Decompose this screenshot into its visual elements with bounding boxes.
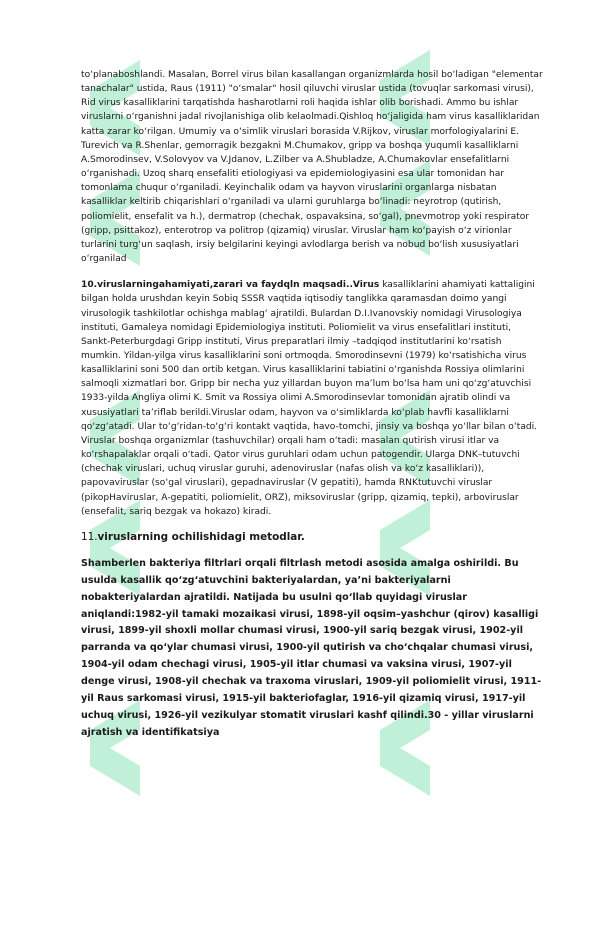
paragraph-virus-history: to‘planaboshlandi. Masalan, Borrel virus bilan kasallangan organizmlarda hosil bo‘ladigan "elementar tanachalar" ustida, Raus (1911) "o‘smalar" hosil qiluvchi viruslar ustida (tovuqlar sarkomasi virusi), Rid virus kasalliklarini tarqatishda hasharotlarni roli haqida ishlar olib borishadi. Ammo bu ishlar viruslarni o‘rganishni jadal rivojlanishiga olib kelaolmadi.Qishloq ho‘jaligida ham virus kasalliklaridan katta zarar ko‘rilgan. Umumiy va o‘simlik viruslari borasida V.Rijkov, viruslar morfologiyalarini E. Turevich va R.Shenlar, gemorragik bezgakni M.Chumakov, gripp va boshqa yuqumli kasalliklarni A.Smorodinsev, V.Solovyov va V.Jdanov, L.Zilber va A.Shubladze, A.Chumakovlar ensefalitlarni o‘rganishadi. Uzoq sharq ensefaliti etiologiyasi va epidemiologiyasini esa ular tomonidan har tomonlama chuqur o‘rganiladi. Keyinchalik odam va hayvon viruslarini organlarga nisbatan kasalliklar keltirib chiqarishlari o‘rganiladi va ularni guruhlarga bo‘linadi: neyrotrop (qutirish, poliomielit, ensefalit va h.), dermatrop (chechak, ospavaksina, so‘gal), pnevmotrop yoki respirator (gripp, psittakoz), enterotrop va politrop (qizamiq) viruslar. Viruslar ham ko‘payish o‘z virionlar turlarini turg‘un saqlash, irsiy belgilarini keyingi avlodlarga berish va nobud bo‘lish xususiyatlari o‘rganilad <box>81 70 543 265</box>
section-10-heading: 10.viruslarningahamiyati,zarari va faydqln maqsadi..Virus <box>81 280 380 291</box>
section-11-title: viruslarning ochilishidagi metodlar. <box>97 530 305 543</box>
section-11-number: 11. <box>81 530 98 543</box>
document-page <box>81 68 543 742</box>
section-10-text: kasalliklarini ahamiyati kattaligini bilgan holda urushdan keyin Sobiq SSSR vaqtida iqtisodiy tanglikka qaramasdan doimo yangi virusologik tashkilotlar ochishga mablag‘ ajratildi. Bulardan D.I.Ivanovskiy nomidagi Virusologiya instituti, Gamaleya nomidagi Epidemiologiya instituti. Poliomielit va virus ensefalitlari instituti, Sankt-Peterburgdagi Gripp instituti, Virus preparatlari ilmiy –tadqiqod institutlarini ko‘rsatish mumkin. Yildan-yilga virus kasalliklarini soni ortmoqda. Smorodinsevni (1979) ko‘rsatishicha virus kasalliklarini soni 500 dan ortib ketgan. Virus kasalliklarini tabiatini o‘rganishda Rossiya olimlarini salmoqli xizmatlari bor. Gripp bir necha yuz yillardan buyon ma’lum bo‘lsa ham uni qo‘zg‘atuvchisi 1933-yilda Angliya olimi K. Smit va Rossiya olimi A.Smorodinsevlar tomonidan ajratib olindi va xususiyatlari ta’riflab berildi.Viruslar odam, hayvon va o‘simliklarda ko‘plab havfli kasalliklarni qo‘zg‘atadi. Ular to‘g‘ridan-to‘g‘ri kontakt vaqtida, havo-tomchi, jinsiy va boshqa yo‘llar bilan o‘tadi. Viruslar boshqa organizmlar (tashuvchilar) orqali ham o‘tadi: masalan qutirish virusi itlar va ko‘rshapalaklar orqali o‘tadi. Qator virus guruhlari odam uchun patogendir. Ularga DNK–tutuvchi (chechak viruslari, uchuq viruslar guruhi, adenoviruslar (nafas olish va ko‘z kasalliklari)), papovaviruslar (so‘gal viruslari), gepadnaviruslar (V gepatiti), hamda RNKtutuvchi viruslar (pikopHaviruslar, A-gepatiti, poliomielit, ORZ), miksoviruslar (gripp, qizamiq, tepki), arboviruslar (ensefalit, sariq bezgak va hokazo) kiradi. <box>81 280 538 517</box>
paragraph-discovery-methods: Shamberlen bakteriya filtrlari orqali filtrlash metodi asosida amalga oshirildi. Bu usulda kasallik qo‘zg‘atuvchini bakteriyalardan, ya’ni bakteriyalarni nobakteriyalardan ajratildi. Natijada bu usulni qo‘llab quyidagi viruslar aniqlandi:1982-yil tamaki mozaikasi virusi, 1898-yil oqsim–yashchur (qirov) kasalligi virusi, 1899-yil shoxli mollar chumasi virusi, 1900-yil sariq bezgak virusi, 1902-yil parranda va qo‘ylar chumasi virusi, 1900-yil qutirish va cho‘chqalar chumasi virusi, 1904-yil odam chechagi virusi, 1905-yil itlar chumasi va vaksina virusi, 1907-yil denge virusi, 1908-yil chechak va traxoma viruslari, 1909-yil poliomielit virusi, 1911-yil Raus sarkomasi virusi, 1915-yil bakteriofaglar, 1916-yil qizamiq virusi, 1917-yil uchuq virusi, 1926-yil vezikulyar stomatit viruslari kashf qilindi.30 - yillar viruslarni ajratish va identifikatsiya <box>81 557 542 738</box>
paragraph-virus-importance <box>81 278 543 519</box>
section-11-heading <box>81 530 543 544</box>
